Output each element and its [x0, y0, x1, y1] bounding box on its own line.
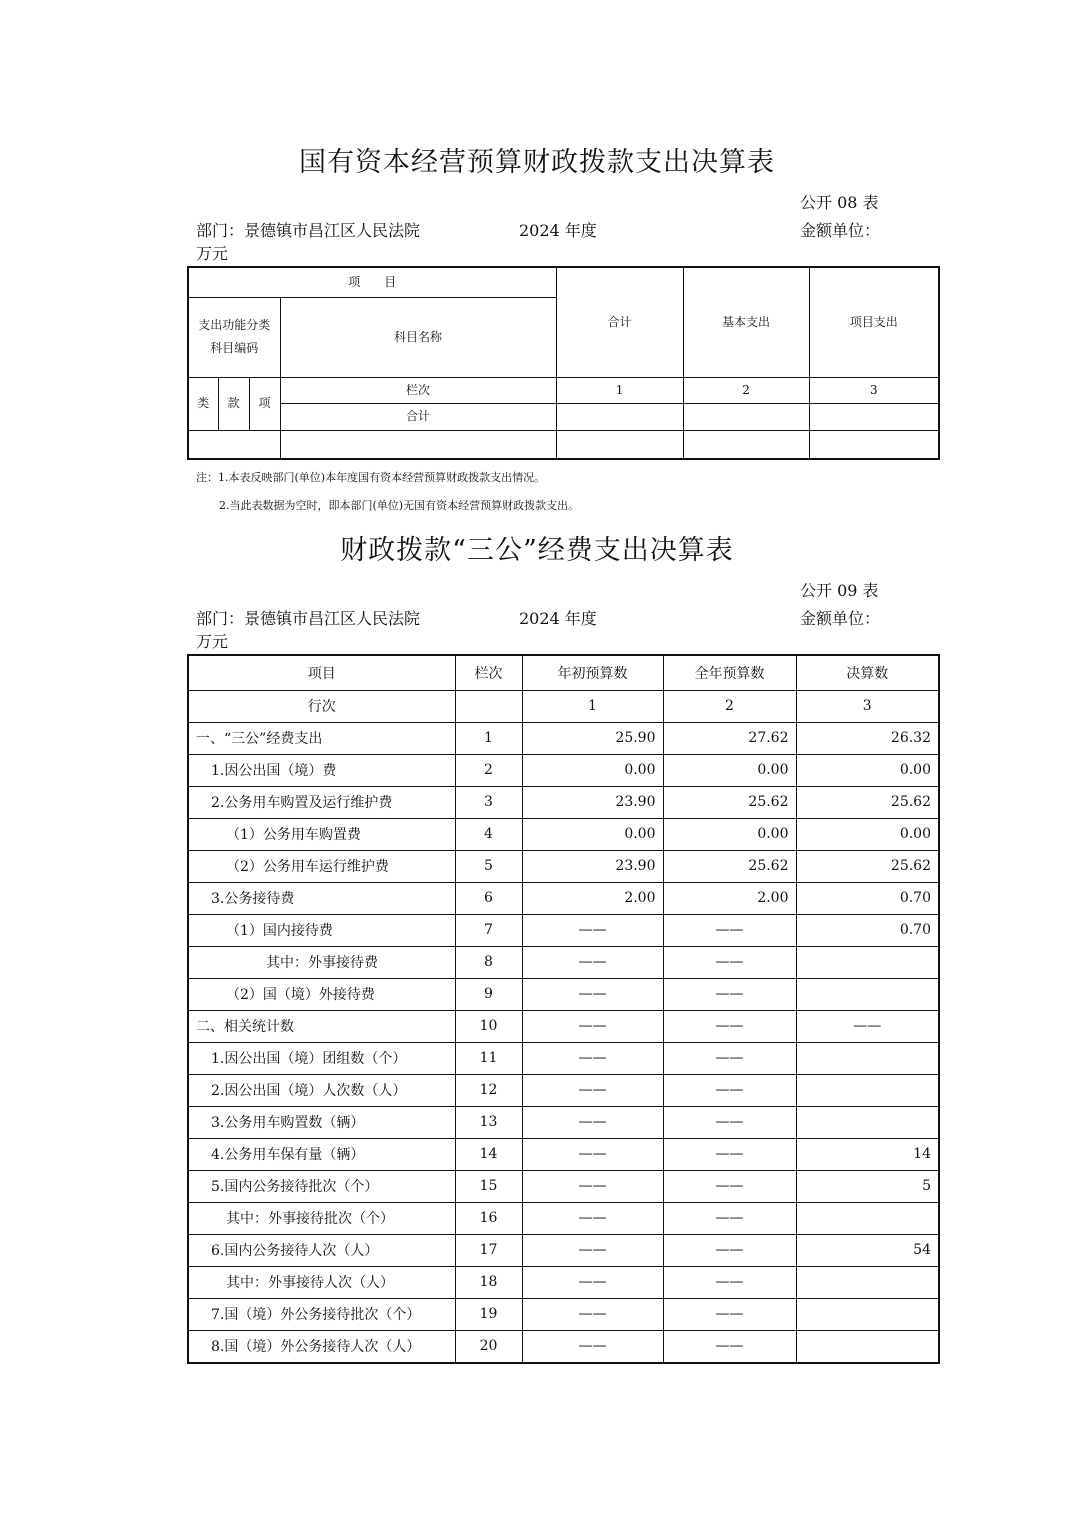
table-row — [188, 914, 939, 946]
row-item-name: 2.因公出国（境）人次数（人） — [188, 1074, 455, 1106]
table-row — [188, 850, 939, 882]
table08-sum-basic — [683, 403, 809, 430]
row-full-year-budget: —— — [663, 1298, 796, 1330]
table-row — [188, 1266, 939, 1298]
table08-year: 2024 年度 — [519, 221, 597, 240]
table-row — [188, 1042, 939, 1074]
row-full-year-budget: 25.62 — [663, 850, 796, 882]
row-lanci: 3 — [455, 786, 522, 818]
row-lanci: 19 — [455, 1298, 522, 1330]
table-row — [188, 818, 939, 850]
row-full-year-budget: —— — [663, 1234, 796, 1266]
row-lanci: 16 — [455, 1202, 522, 1234]
row-item-name: 7.国（境）外公务接待批次（个） — [188, 1298, 455, 1330]
row-final-amount: 5 — [796, 1170, 939, 1202]
table-row — [188, 1106, 939, 1138]
row-final-amount — [796, 1202, 939, 1234]
row-item-name: 2.公务用车购置及运行维护费 — [188, 786, 455, 818]
row-final-amount — [796, 946, 939, 978]
table08-sum-project — [809, 403, 939, 430]
row-final-amount: 3 — [796, 690, 939, 722]
row-final-amount: —— — [796, 1010, 939, 1042]
row-full-year-budget: —— — [663, 914, 796, 946]
row-item-name: 3.公务用车购置数（辆） — [188, 1106, 455, 1138]
table-row — [188, 1234, 939, 1266]
row-item-name: 一、“三公”经费支出 — [188, 722, 455, 754]
table09-header-lanci: 栏次 — [455, 655, 522, 690]
row-full-year-budget: —— — [663, 1330, 796, 1363]
row-lanci: 9 — [455, 978, 522, 1010]
row-initial-budget: —— — [522, 1042, 663, 1074]
row-full-year-budget: —— — [663, 1106, 796, 1138]
table09-year: 2024 年度 — [519, 609, 597, 628]
row-lanci — [455, 690, 522, 722]
row-initial-budget: —— — [522, 978, 663, 1010]
row-final-amount — [796, 1074, 939, 1106]
table08-unit-label: 金额单位： — [800, 221, 881, 240]
row-initial-budget: —— — [522, 1138, 663, 1170]
table-row — [188, 946, 939, 978]
table08-col-2: 2 — [683, 377, 809, 403]
row-initial-budget: 0.00 — [522, 754, 663, 786]
table09-unit-value: 万元 — [196, 632, 229, 651]
table09 — [187, 654, 940, 1364]
row-initial-budget: —— — [522, 1298, 663, 1330]
table09-dept: 部门：景德镇市昌江区人民法院 — [196, 609, 421, 628]
row-final-amount — [796, 978, 939, 1010]
row-full-year-budget: —— — [663, 1138, 796, 1170]
row-lanci: 6 — [455, 882, 522, 914]
table08-lanci: 栏次 — [280, 377, 556, 403]
table08-header-func-line1: 支出功能分类 — [198, 318, 271, 333]
table08 — [187, 266, 940, 460]
table-row — [188, 1202, 939, 1234]
table08-col-3: 3 — [809, 377, 939, 403]
row-initial-budget: —— — [522, 1202, 663, 1234]
row-full-year-budget: 27.62 — [663, 722, 796, 754]
row-item-name: （2）国（境）外接待费 — [188, 978, 455, 1010]
table08-empty-code — [188, 430, 280, 459]
row-final-amount — [796, 1266, 939, 1298]
table08-empty-basic — [683, 430, 809, 459]
row-lanci: 18 — [455, 1266, 522, 1298]
table08-header-project: 项目支出 — [809, 267, 939, 377]
table08-header-xiang: 项 — [249, 377, 280, 430]
row-final-amount: 26.32 — [796, 722, 939, 754]
row-full-year-budget: —— — [663, 1042, 796, 1074]
table-row — [188, 1138, 939, 1170]
table-row — [188, 1330, 939, 1363]
table-row — [188, 1010, 939, 1042]
table-row — [188, 882, 939, 914]
row-initial-budget: —— — [522, 1234, 663, 1266]
table09-header-full-year: 全年预算数 — [663, 655, 796, 690]
row-lanci: 15 — [455, 1170, 522, 1202]
table-row — [188, 690, 939, 722]
table09-title: 财政拨款“三公”经费支出决算表 — [340, 535, 734, 566]
row-final-amount: 0.00 — [796, 754, 939, 786]
row-initial-budget: 23.90 — [522, 850, 663, 882]
row-final-amount: 14 — [796, 1138, 939, 1170]
row-item-name: 3.公务接待费 — [188, 882, 455, 914]
row-item-name: 其中：外事接待批次（个） — [188, 1202, 455, 1234]
row-final-amount: 25.62 — [796, 786, 939, 818]
row-lanci: 13 — [455, 1106, 522, 1138]
row-item-name: 二、相关统计数 — [188, 1010, 455, 1042]
row-lanci: 7 — [455, 914, 522, 946]
row-final-amount: 0.70 — [796, 914, 939, 946]
row-lanci: 1 — [455, 722, 522, 754]
table09-header-final: 决算数 — [796, 655, 939, 690]
table08-sum-label: 合计 — [280, 403, 556, 430]
row-initial-budget: —— — [522, 946, 663, 978]
row-initial-budget: 25.90 — [522, 722, 663, 754]
row-full-year-budget: 25.62 — [663, 786, 796, 818]
table09-unit-label: 金额单位： — [800, 609, 881, 628]
row-initial-budget: —— — [522, 1010, 663, 1042]
table08-header-lei: 类 — [188, 377, 218, 430]
row-final-amount — [796, 1106, 939, 1138]
table08-unit-value: 万元 — [196, 244, 229, 263]
row-lanci: 17 — [455, 1234, 522, 1266]
row-lanci: 11 — [455, 1042, 522, 1074]
row-full-year-budget: —— — [663, 1202, 796, 1234]
row-full-year-budget: 0.00 — [663, 754, 796, 786]
row-lanci: 4 — [455, 818, 522, 850]
table-row — [188, 1298, 939, 1330]
table09-header-item: 项目 — [188, 655, 455, 690]
row-lanci: 10 — [455, 1010, 522, 1042]
row-item-name: 行次 — [188, 690, 455, 722]
row-item-name: 8.国（境）外公务接待人次（人） — [188, 1330, 455, 1363]
table08-note-1: 注：1.本表反映部门(单位)本年度国有资本经营预算财政拨款支出情况。 — [196, 471, 546, 484]
row-initial-budget: —— — [522, 1170, 663, 1202]
row-full-year-budget: 2 — [663, 690, 796, 722]
table-row — [188, 786, 939, 818]
table08-header-func-code — [188, 297, 280, 377]
row-lanci: 5 — [455, 850, 522, 882]
row-initial-budget: —— — [522, 1074, 663, 1106]
row-initial-budget: 23.90 — [522, 786, 663, 818]
row-item-name: 1.因公出国（境）费 — [188, 754, 455, 786]
row-final-amount — [796, 1042, 939, 1074]
row-lanci: 2 — [455, 754, 522, 786]
row-final-amount: 0.70 — [796, 882, 939, 914]
table08-empty-total — [556, 430, 683, 459]
row-item-name: 5.国内公务接待批次（个） — [188, 1170, 455, 1202]
table08-header-basic: 基本支出 — [683, 267, 809, 377]
row-full-year-budget: 0.00 — [663, 818, 796, 850]
row-initial-budget: —— — [522, 1266, 663, 1298]
row-full-year-budget: —— — [663, 1074, 796, 1106]
table-row — [188, 978, 939, 1010]
row-initial-budget: 1 — [522, 690, 663, 722]
table08-header-item: 项 目 — [188, 267, 556, 297]
row-full-year-budget: —— — [663, 946, 796, 978]
table08-code: 公开 08 表 — [800, 193, 879, 212]
table08-header-total: 合计 — [556, 267, 683, 377]
table09-body — [188, 690, 939, 1363]
row-lanci: 12 — [455, 1074, 522, 1106]
table-row — [188, 722, 939, 754]
row-item-name: 1.因公出国（境）团组数（个） — [188, 1042, 455, 1074]
row-item-name: 其中：外事接待人次（人） — [188, 1266, 455, 1298]
row-initial-budget: —— — [522, 914, 663, 946]
table08-sum-total — [556, 403, 683, 430]
table08-header-subject: 科目名称 — [280, 297, 556, 377]
row-final-amount — [796, 1298, 939, 1330]
row-initial-budget: —— — [522, 1330, 663, 1363]
row-item-name: （1）国内接待费 — [188, 914, 455, 946]
row-full-year-budget: —— — [663, 978, 796, 1010]
table-row — [188, 1170, 939, 1202]
table09-code: 公开 09 表 — [800, 581, 879, 600]
row-initial-budget: —— — [522, 1106, 663, 1138]
table08-empty-name — [280, 430, 556, 459]
row-final-amount: 0.00 — [796, 818, 939, 850]
row-full-year-budget: 2.00 — [663, 882, 796, 914]
table08-col-1: 1 — [556, 377, 683, 403]
row-full-year-budget: —— — [663, 1170, 796, 1202]
row-item-name: （2）公务用车运行维护费 — [188, 850, 455, 882]
row-item-name: 6.国内公务接待人次（人） — [188, 1234, 455, 1266]
row-final-amount: 25.62 — [796, 850, 939, 882]
row-item-name: 4.公务用车保有量（辆） — [188, 1138, 455, 1170]
row-item-name: （1）公务用车购置费 — [188, 818, 455, 850]
row-final-amount: 54 — [796, 1234, 939, 1266]
row-lanci: 14 — [455, 1138, 522, 1170]
table-row — [188, 754, 939, 786]
table08-dept: 部门：景德镇市昌江区人民法院 — [196, 221, 421, 240]
table-row — [188, 1074, 939, 1106]
table09-header-initial: 年初预算数 — [522, 655, 663, 690]
row-final-amount — [796, 1330, 939, 1363]
table08-header-func-line2: 科目编码 — [210, 341, 259, 355]
table08-note-2: 2.当此表数据为空时，即本部门(单位)无国有资本经营预算财政拨款支出。 — [219, 499, 580, 512]
row-lanci: 20 — [455, 1330, 522, 1363]
table08-header-kuan: 款 — [218, 377, 249, 430]
table08-title: 国有资本经营预算财政拨款支出决算表 — [299, 147, 775, 178]
row-lanci: 8 — [455, 946, 522, 978]
row-initial-budget: 0.00 — [522, 818, 663, 850]
row-full-year-budget: —— — [663, 1010, 796, 1042]
row-initial-budget: 2.00 — [522, 882, 663, 914]
row-item-name: 其中：外事接待费 — [188, 946, 455, 978]
row-full-year-budget: —— — [663, 1266, 796, 1298]
table08-empty-project — [809, 430, 939, 459]
